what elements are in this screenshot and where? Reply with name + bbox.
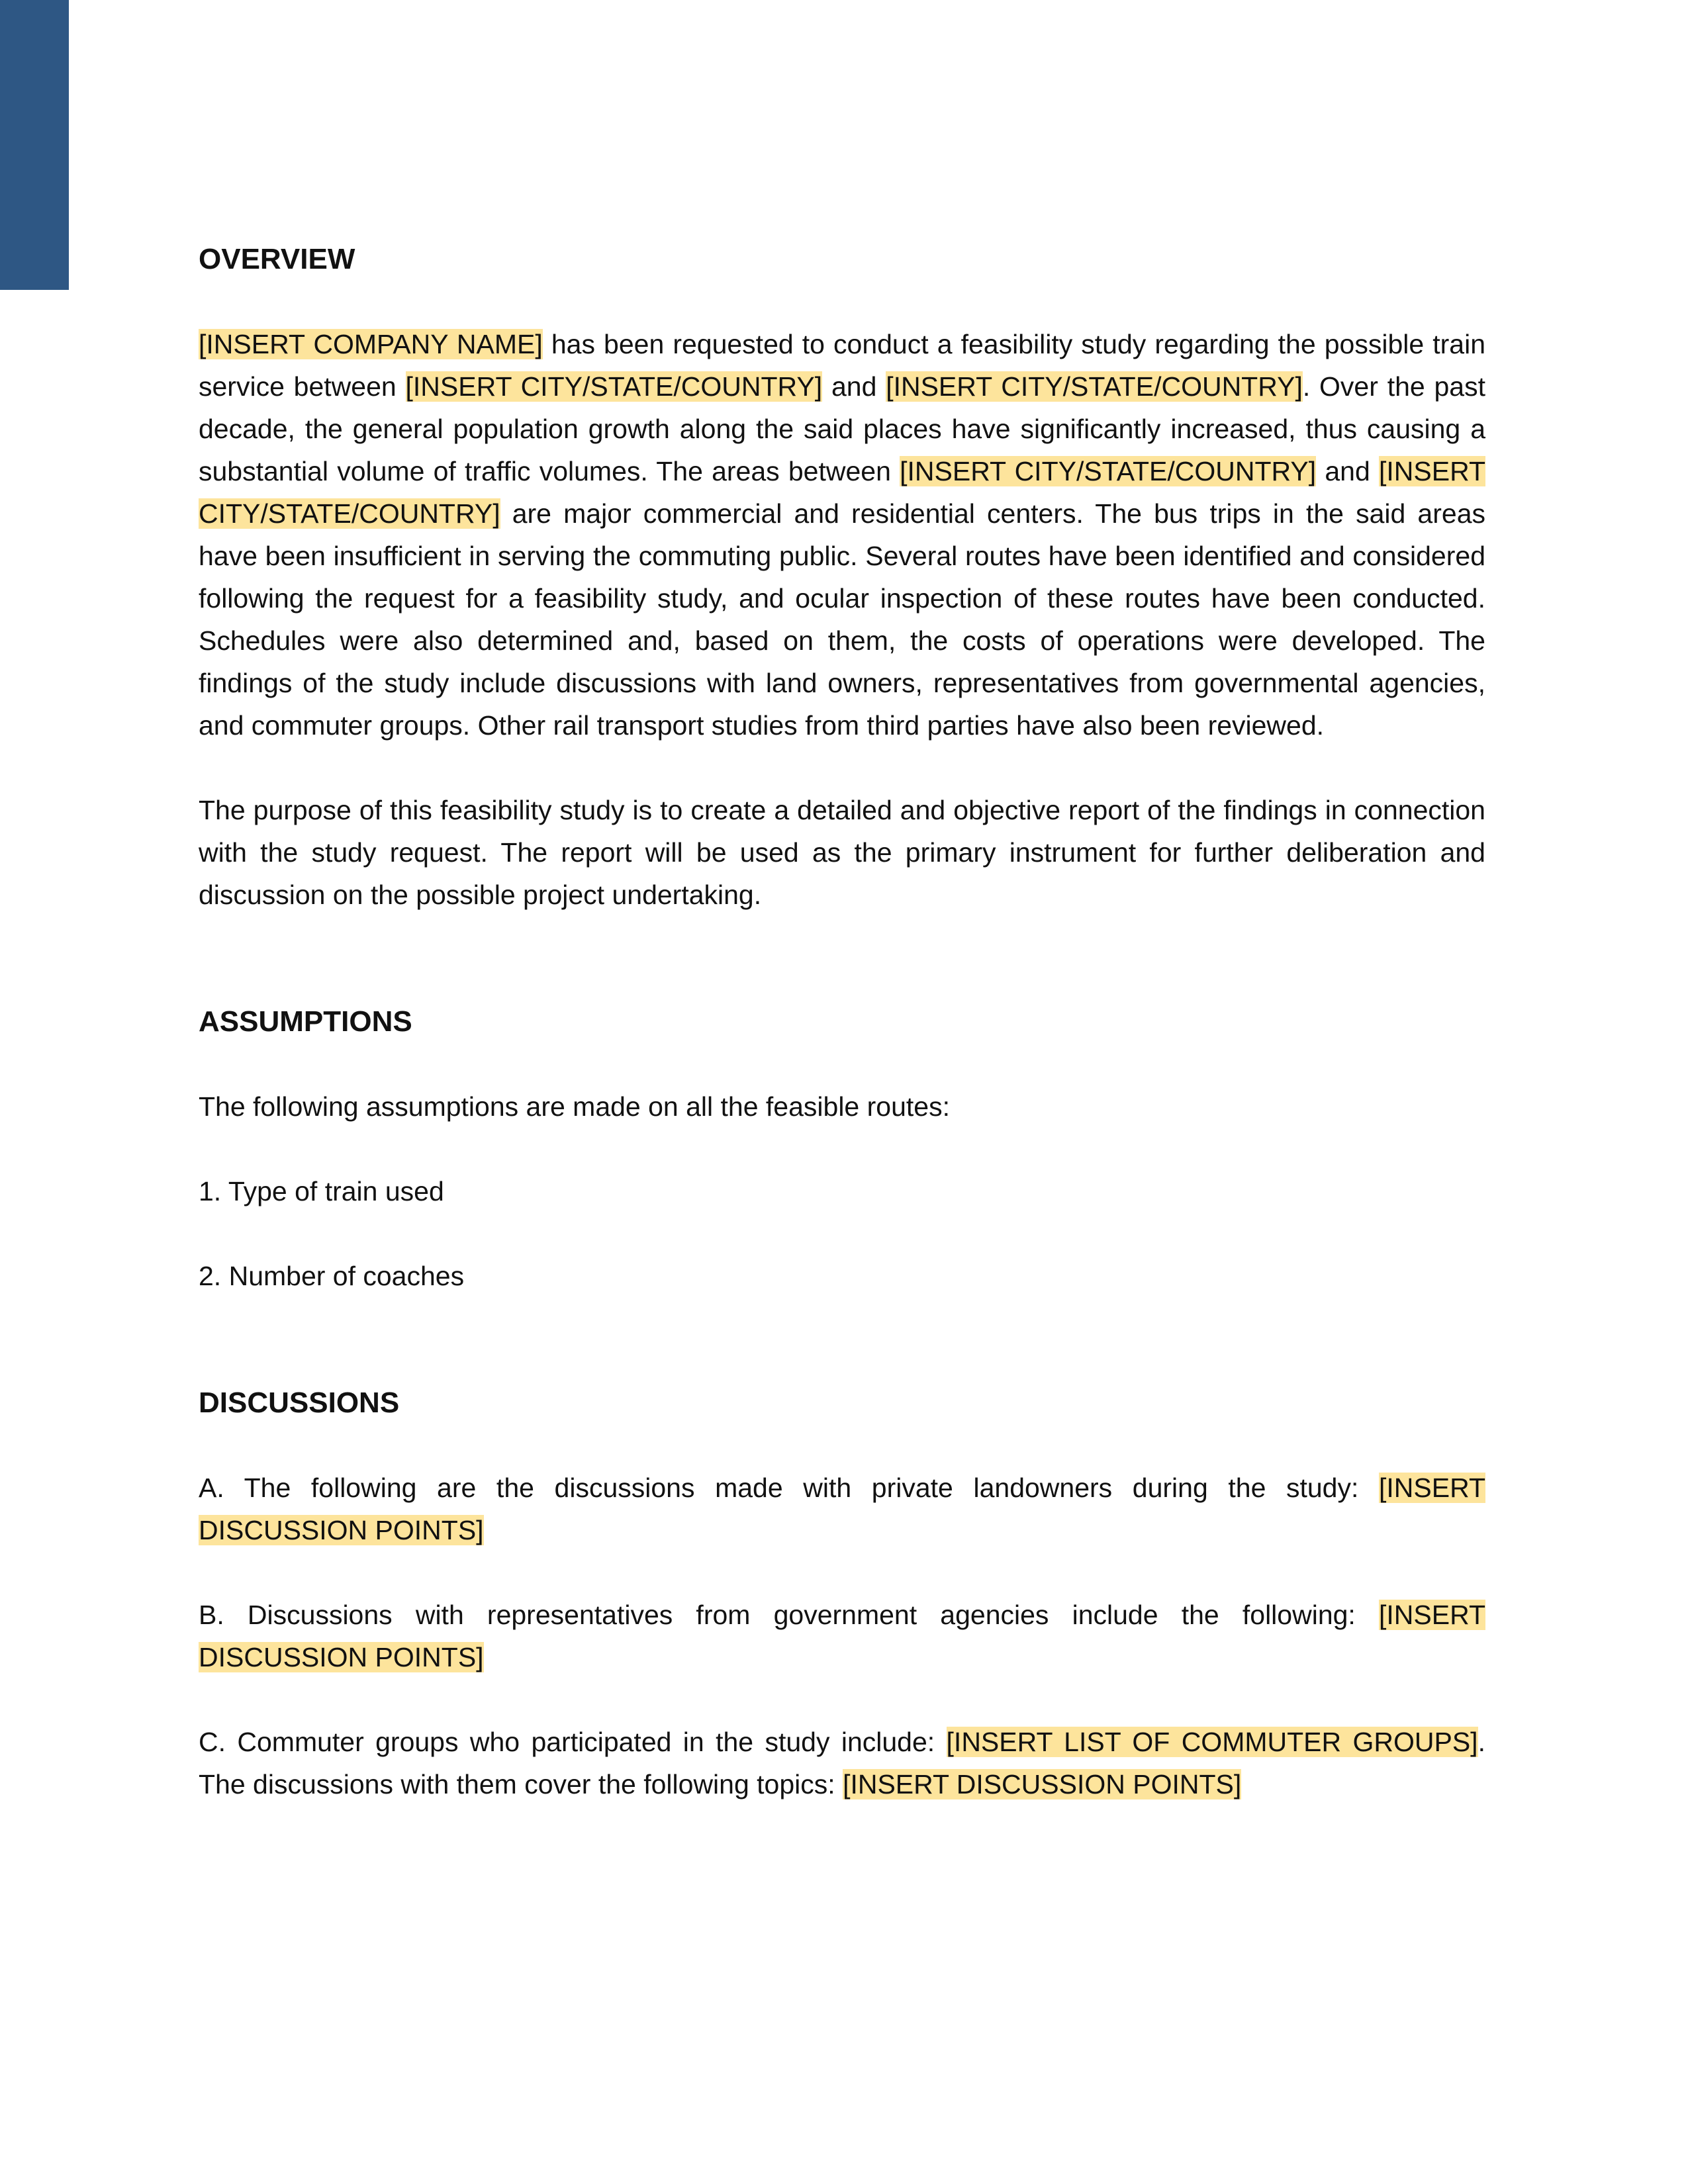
overview-heading: OVERVIEW	[199, 243, 355, 275]
discussions-heading: DISCUSSIONS	[199, 1387, 400, 1419]
city-placeholder-1: [INSERT CITY/STATE/COUNTRY]	[405, 371, 823, 402]
assumption-item-1: 1. Type of train used	[199, 1176, 444, 1206]
discussion-points-placeholder-a: [INSERT DISCUSSION POINTS]	[199, 1473, 1485, 1545]
discussion-b: B. Discussions with representatives from government agencies include the following: [INSERT DISCUSSION POINTS]	[199, 1600, 1485, 1672]
city-placeholder-4: [INSERT CITY/STATE/COUNTRY]	[199, 456, 1486, 529]
assumption-item-2: 2. Number of coaches	[199, 1261, 465, 1291]
accent-side-bar	[0, 0, 69, 290]
discussion-points-placeholder-c: [INSERT DISCUSSION POINTS]	[843, 1769, 1242, 1799]
city-placeholder-3: [INSERT CITY/STATE/COUNTRY]	[900, 456, 1317, 486]
overview-paragraph-1: [INSERT COMPANY NAME] has been requested to conduct a feasibility study regarding the possible train service between [INSERT CITY/STATE/COUNTRY] and [INSERT CITY/STATE/COUNTRY]. Over the past decade, the general population growth along the said places have significantly increased, thus causing a substantial volume of traffic volumes. The areas between [INSERT CITY/STATE/COUNTRY] and [INSERT CITY/STATE/COUNTRY] are major commercial and residential centers. The bus trips in the said areas have been insufficient in serving the commuting public. Several routes have been identified and considered following the request for a feasibility study, and ocular inspection of these routes have been conducted. Schedules were also determined and, based on them, the costs of operations were developed. The findings of the study include discussions with land owners, representatives from governmental agencies, and commuter groups. Other rail transport studies from third parties have also been reviewed.	[199, 329, 1486, 741]
city-placeholder-2: [INSERT CITY/STATE/COUNTRY]	[886, 371, 1303, 402]
assumptions-heading: ASSUMPTIONS	[199, 1005, 412, 1038]
discussion-a: A. The following are the discussions made with private landowners during the study: [INSERT DISCUSSION POINTS]	[199, 1473, 1485, 1545]
assumptions-intro: The following assumptions are made on all the feasible routes:	[199, 1091, 950, 1122]
commuter-groups-placeholder: [INSERT LIST OF COMMUTER GROUPS]	[946, 1727, 1478, 1757]
overview-paragraph-2: The purpose of this feasibility study is to create a detailed and objective report of the findings in connection with the study request. The report will be used as the primary instrument for further deliberation and discussion on the possible project undertaking.	[199, 795, 1485, 910]
company-name-placeholder: [INSERT COMPANY NAME]	[199, 329, 543, 359]
discussion-c: C. Commuter groups who participated in the study include: [INSERT LIST OF COMMUTER GROUPS]. The discussions with them cover the following topics: [INSERT DISCUSSION POINTS]	[199, 1727, 1485, 1799]
discussion-points-placeholder-b: [INSERT DISCUSSION POINTS]	[199, 1600, 1485, 1672]
document-body	[199, 238, 1485, 1805]
